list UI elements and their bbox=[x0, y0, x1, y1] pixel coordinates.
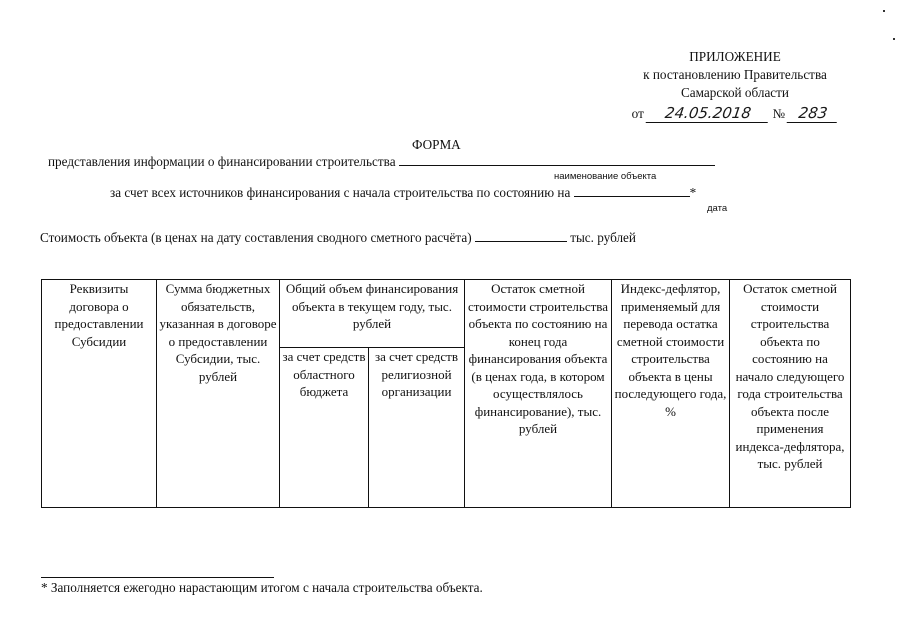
scan-speck bbox=[883, 10, 885, 12]
header-remaining-cost-end-of-year: Остаток сметной стоимости строительства объекта по состоянию на конец года финансирования объекта (в ценах года, в котором осуществлялось финансирование), тыс. рублей bbox=[465, 280, 612, 508]
appendix-line-1: к постановлению Правительства bbox=[643, 67, 827, 82]
object-name-caption: наименование объекта bbox=[554, 171, 657, 182]
header-total-financing: Общий объем финансирования объекта в текущем году, тыс. рублей bbox=[280, 280, 465, 348]
scan-speck bbox=[893, 38, 895, 40]
cost-suffix: тыс. рублей bbox=[570, 230, 636, 245]
footnote: * Заполняется ежегодно нарастающим итогом с начала строительства объекта. bbox=[41, 580, 483, 595]
cost-blank bbox=[475, 229, 567, 242]
header-budget-obligations: Сумма бюджетных обязательств, указанная в договоре о предоставлении Субсидии, тыс. рублей bbox=[157, 280, 280, 508]
date-blank bbox=[574, 184, 690, 197]
header-contract-details: Реквизиты договора о предоставлении Субсидии bbox=[42, 280, 157, 508]
handwritten-number: 283 bbox=[787, 104, 840, 123]
appendix-title: ПРИЛОЖЕНИЕ bbox=[689, 49, 781, 64]
form-line-2 bbox=[110, 184, 696, 201]
number-prefix: № bbox=[772, 106, 786, 121]
date-prefix: от bbox=[631, 106, 644, 121]
object-name-blank bbox=[399, 153, 715, 166]
appendix-block bbox=[600, 48, 870, 123]
header-remaining-cost-next-year: Остаток сметной стоимости строительства объекта по состоянию на начало следующего года строительства объекта после применения индекса-дефлятора, тыс. рублей bbox=[730, 280, 851, 508]
form-title: ФОРМА bbox=[412, 137, 461, 152]
financing-table bbox=[41, 279, 851, 508]
appendix-date-line bbox=[600, 104, 870, 123]
cost-prefix: Стоимость объекта (в ценах на дату составления сводного сметного расчёта) bbox=[40, 230, 472, 245]
date-caption: дата bbox=[707, 203, 728, 214]
asterisk-mark: * bbox=[689, 185, 697, 200]
header-religious-organization: за счет средств религиозной организации bbox=[369, 348, 465, 508]
header-deflator-index: Индекс-дефлятор, применяемый для перевода остатка сметной стоимости строительства объекта в цены последующего года, % bbox=[612, 280, 730, 508]
form-line-1-text: представления информации о финансировании строительства bbox=[48, 154, 396, 169]
form-line-2-text: за счет всех источников финансирования с начала строительства по состоянию на bbox=[110, 185, 571, 200]
handwritten-date: 24.05.2018 bbox=[646, 104, 771, 123]
form-line-1 bbox=[48, 153, 715, 170]
footnote-rule bbox=[41, 577, 274, 578]
header-regional-budget: за счет средств областного бюджета bbox=[280, 348, 369, 508]
appendix-line-2: Самарской области bbox=[681, 85, 789, 100]
cost-line bbox=[40, 229, 636, 246]
